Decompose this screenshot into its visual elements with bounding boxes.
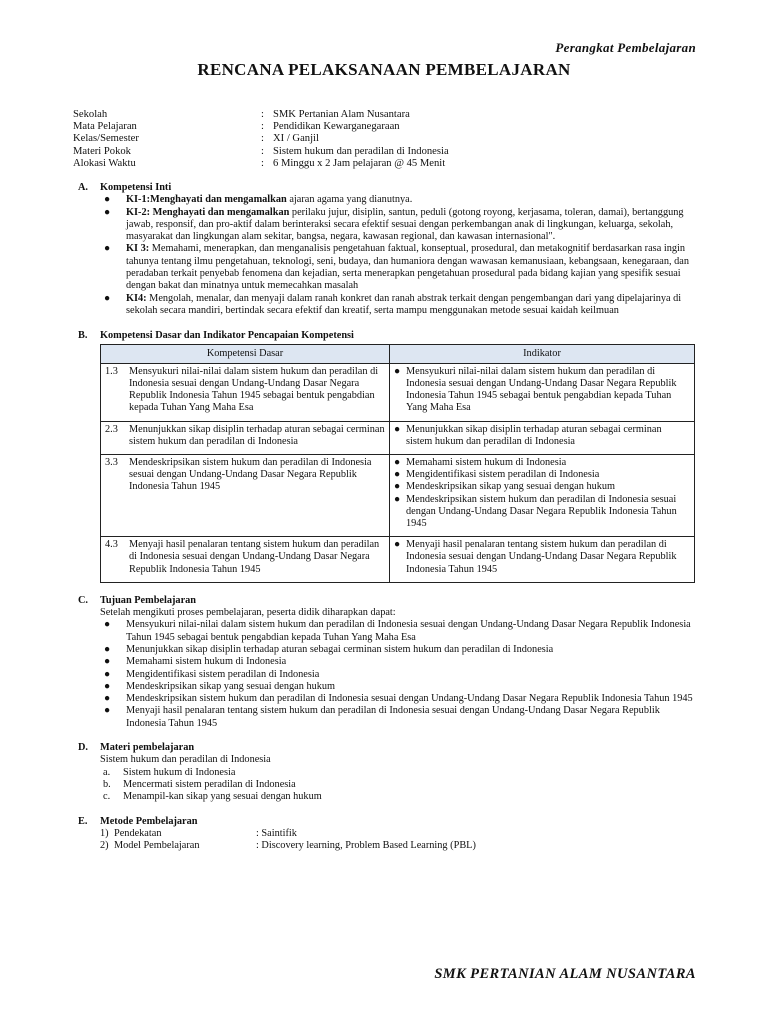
identity-colon: : bbox=[261, 145, 264, 157]
bullet-icon: ● bbox=[104, 292, 111, 304]
identity-label: Materi Pokok bbox=[73, 145, 131, 157]
ki-item bbox=[100, 243, 696, 292]
ki-description: perilaku jujur, disiplin, santun, peduli (gotong royong, kerjasama, toleran, damai), bertanggung jawab, responsif, dan pro-aktif dalam berinteraksi secara efektif sesuai dengan perkembangan anak di lingkungan, keluarga, sekolah, masyarakat dan lingkungan alam sekitar, bangsa, negara, kawasan regional, dan kawasan internasional". bbox=[126, 206, 684, 243]
section-title: Kompetensi Dasar dan Indikator Pencapaian Kompetensi bbox=[100, 330, 354, 342]
materi-item bbox=[100, 767, 696, 779]
identity-label: Mata Pelajaran bbox=[73, 121, 137, 133]
bullet-icon: ● bbox=[104, 619, 111, 631]
section-letter: B. bbox=[78, 330, 88, 342]
tujuan-item bbox=[100, 619, 696, 644]
tujuan-text: Memahami sistem hukum di Indonesia bbox=[126, 656, 287, 668]
bullet-icon: ● bbox=[104, 656, 111, 668]
section-a-heading bbox=[78, 182, 696, 194]
bullet-icon: ● bbox=[394, 493, 401, 505]
identity-row bbox=[73, 121, 449, 133]
bullet-icon: ● bbox=[104, 644, 111, 655]
identity-block bbox=[73, 109, 449, 170]
materi-item bbox=[100, 779, 696, 791]
identity-colon: : bbox=[261, 133, 264, 145]
kd-cell bbox=[101, 537, 390, 583]
bullet-icon: ● bbox=[104, 206, 111, 218]
kd-text: Menyaji hasil penalaran tentang sistem hukum dan peradilan di Indonesia sesuai dengan Undang-Undang Dasar Negara Republik Indonesia Tahun 1945 bbox=[129, 539, 380, 575]
indikator-cell bbox=[390, 421, 695, 454]
identity-row bbox=[73, 158, 449, 170]
bullet-icon: ● bbox=[394, 456, 401, 468]
kd-number: 4.3 bbox=[105, 539, 118, 551]
document-body bbox=[78, 182, 696, 852]
section-letter: C. bbox=[78, 594, 89, 606]
materi-letter: a. bbox=[103, 766, 111, 778]
kd-indicator-table bbox=[100, 344, 695, 583]
section-e-heading bbox=[78, 816, 696, 828]
bullet-icon: ● bbox=[104, 243, 111, 255]
ki-text bbox=[126, 243, 696, 292]
metode-number: 1) bbox=[100, 827, 109, 839]
tujuan-text: Mendeskripsikan sikap yang sesuai dengan hukum bbox=[126, 680, 336, 692]
tujuan-text: Mendeskripsikan sistem hukum dan peradilan di Indonesia sesuai dengan Undang-Undang Dasar Negara Republik Indonesia Tahun 1945 bbox=[126, 693, 693, 705]
identity-row bbox=[73, 133, 449, 145]
identity-value: XI / Ganjil bbox=[273, 133, 319, 145]
metode-item bbox=[100, 840, 696, 852]
indikator-cell bbox=[390, 454, 695, 536]
tujuan-list bbox=[100, 619, 696, 730]
tujuan-item bbox=[100, 669, 696, 681]
ki-description: ajaran agama yang dianutnya. bbox=[286, 194, 413, 206]
indikator-item bbox=[394, 494, 690, 531]
section-d-heading bbox=[78, 742, 696, 754]
bullet-icon: ● bbox=[104, 194, 111, 206]
identity-label: Alokasi Waktu bbox=[73, 157, 136, 169]
section-letter: E. bbox=[78, 815, 88, 827]
bullet-icon: ● bbox=[394, 365, 401, 377]
kd-number: 2.3 bbox=[105, 423, 118, 435]
indikator-text: Menunjukkan sikap disiplin terhadap aturan sebagai cerminan sistem hukum dan peradilan di Indonesia bbox=[406, 423, 662, 447]
bullet-icon: ● bbox=[394, 481, 401, 493]
indikator-cell bbox=[390, 537, 695, 583]
identity-colon: : bbox=[261, 157, 264, 169]
indikator-item bbox=[394, 366, 690, 415]
metode-value: : Saintifik bbox=[256, 827, 297, 839]
section-letter: D. bbox=[78, 742, 89, 754]
ki-label: KI 3: bbox=[126, 243, 150, 255]
tujuan-item bbox=[100, 693, 696, 705]
indikator-item bbox=[394, 481, 690, 493]
indikator-text: Mendeskripsikan sikap yang sesuai dengan hukum bbox=[406, 481, 616, 493]
bullet-icon: ● bbox=[104, 693, 111, 705]
materi-list bbox=[100, 767, 696, 804]
identity-label: Kelas/Semester bbox=[73, 133, 139, 145]
identity-row bbox=[73, 146, 449, 158]
ki-label: KI4: bbox=[126, 292, 147, 304]
kd-cell bbox=[101, 454, 390, 536]
section-title: Tujuan Pembelajaran bbox=[100, 594, 197, 606]
indikator-text: Menyaji hasil penalaran tentang sistem hukum dan peradilan di Indonesia sesuai dengan Undang-Undang Dasar Negara Republik Indonesia Tahun 1945 bbox=[406, 539, 677, 575]
indikator-cell bbox=[390, 363, 695, 421]
bullet-icon: ● bbox=[394, 469, 401, 481]
section-c-heading bbox=[78, 595, 696, 607]
indikator-item bbox=[394, 424, 690, 448]
bullet-icon: ● bbox=[394, 539, 401, 551]
identity-value: SMK Pertanian Alam Nusantara bbox=[273, 109, 410, 120]
metode-value: : Discovery learning, Problem Based Learning (PBL) bbox=[256, 840, 476, 852]
metode-item bbox=[100, 828, 696, 840]
ki-label: KI-2: Menghayati dan mengamalkan bbox=[126, 206, 290, 218]
kd-content bbox=[105, 457, 385, 494]
tujuan-text: Mensyukuri nilai-nilai dalam sistem hukum dan peradilan di Indonesia sesuai dengan Undang-Undang Dasar Negara Republik Indonesia Tahun 1945 sebagai bentuk pengabdian kepada Tuhan Yang Maha Esa bbox=[126, 619, 691, 643]
section-title: Kompetensi Inti bbox=[100, 182, 172, 193]
kd-text: Menunjukkan sikap disiplin terhadap aturan sebagai cerminan sistem hukum dan peradilan di Indonesia bbox=[129, 423, 385, 447]
table-header-indikator: Indikator bbox=[390, 344, 695, 363]
kd-cell bbox=[101, 421, 390, 454]
materi-item bbox=[100, 791, 696, 803]
ki-item bbox=[100, 207, 696, 244]
kd-content bbox=[105, 366, 385, 415]
section-b-heading bbox=[78, 330, 696, 342]
section-title: Metode Pembelajaran bbox=[100, 815, 198, 827]
identity-value: Pendidikan Kewarganegaraan bbox=[273, 121, 400, 133]
page-title: RENCANA PELAKSANAAN PEMBELAJARAN bbox=[197, 60, 571, 79]
kompetensi-inti-list bbox=[100, 194, 696, 317]
materi-letter: b. bbox=[103, 778, 111, 790]
materi-text: Sistem hukum di Indonesia bbox=[123, 766, 236, 778]
ki-text bbox=[126, 194, 696, 206]
materi-letter: c. bbox=[103, 791, 111, 803]
bullet-icon: ● bbox=[104, 705, 111, 717]
tujuan-intro: Setelah mengikuti proses pembelajaran, peserta didik diharapkan dapat: bbox=[100, 607, 396, 619]
section-title: Materi pembelajaran bbox=[100, 742, 195, 754]
ki-text bbox=[126, 293, 696, 318]
table-row bbox=[101, 363, 695, 421]
table-row bbox=[101, 537, 695, 583]
kd-text: Mensyukuri nilai-nilai dalam sistem hukum dan peradilan di Indonesia sesuai dengan Undang-Undang Dasar Negara Republik Indonesia Tahun 1945 sebagai bentuk pengabdian kepada Tuhan Yang Maha Esa bbox=[129, 365, 379, 414]
kd-number: 3.3 bbox=[105, 456, 118, 468]
identity-label: Sekolah bbox=[73, 109, 108, 120]
tujuan-item bbox=[100, 644, 696, 656]
metode-list bbox=[100, 828, 696, 853]
metode-label: Pendekatan bbox=[114, 827, 162, 839]
metode-number: 2) bbox=[100, 840, 109, 852]
ki-description: Mengolah, menalar, dan menyaji dalam ranah konkret dan ranah abstrak terkait dengan pengembangan dari yang dipelajarinya di sekolah secara mandiri, bertindak secara efektif dan kreatif, serta mampu menggunakan metode sesuai kaidah keilmuan bbox=[126, 292, 682, 316]
ki-description: Memahami, menerapkan, dan menganalisis pengetahuan faktual, konseptual, prosedural, dan metakognitif berdasarkan rasa ingin tahunya tentang ilmu pengetahuan, teknologi, seni, budaya, dan humaniora dengan wawasan kemanusiaan, kebangsaan, kenegaraan, dan peradaban terkait penyebab fenomena dan kejadian, serta menerapkan pengetahuan prosedural pada bidang kajian yang spesifik sesuai dengan bakat dan minatnya untuk memecahkan masalah bbox=[126, 243, 689, 292]
indikator-text: Memahami sistem hukum di Indonesia bbox=[406, 456, 567, 468]
tujuan-text: Mengidentifikasi sistem peradilan di Indonesia bbox=[126, 668, 320, 680]
materi-intro: Sistem hukum dan peradilan di Indonesia bbox=[100, 754, 271, 766]
materi-text: Mencermati sistem peradilan di Indonesia bbox=[123, 778, 296, 790]
bullet-icon: ● bbox=[104, 680, 111, 692]
indikator-text: Mendeskripsikan sistem hukum dan peradilan di Indonesia sesuai dengan Undang-Undang Dasar Negara Republik Indonesia Tahun 1945 bbox=[406, 493, 677, 529]
tujuan-item bbox=[100, 656, 696, 668]
identity-value: 6 Minggu x 2 Jam pelajaran @ 45 Menit bbox=[273, 157, 446, 169]
kd-text: Mendeskripsikan sistem hukum dan peradilan di Indonesia sesuai dengan Undang-Undang Dasar Negara Republik Indonesia Tahun 1945 bbox=[129, 456, 372, 493]
metode-label: Model Pembelajaran bbox=[114, 840, 200, 852]
tujuan-text: Menyaji hasil penalaran tentang sistem hukum dan peradilan di Indonesia sesuai dengan Undang-Undang Dasar Negara Republik Indonesia Tahun 1945 bbox=[126, 705, 660, 729]
footer-school-name: SMK PERTANIAN ALAM NUSANTARA bbox=[434, 966, 696, 982]
table-header-kd: Kompetensi Dasar bbox=[101, 344, 390, 363]
identity-value: Sistem hukum dan peradilan di Indonesia bbox=[273, 145, 449, 157]
indikator-item bbox=[394, 539, 690, 576]
indikator-item bbox=[394, 457, 690, 469]
section-letter: A. bbox=[78, 182, 89, 193]
indikator-text: Mensyukuri nilai-nilai dalam sistem hukum dan peradilan di Indonesia sesuai dengan Undang-Undang Dasar Negara Republik Indonesia Tahun 1945 sebagai bentuk pengabdian kepada Tuhan Yang Maha Esa bbox=[406, 365, 677, 414]
tujuan-item bbox=[100, 705, 696, 730]
kd-content bbox=[105, 539, 385, 576]
identity-colon: : bbox=[261, 109, 264, 120]
document-header-label: Perangkat Pembelajaran bbox=[555, 40, 696, 55]
table-row bbox=[101, 454, 695, 536]
ki-text bbox=[126, 207, 696, 244]
materi-text: Menampil-kan sikap yang sesuai dengan hukum bbox=[123, 791, 322, 803]
kd-number: 1.3 bbox=[105, 365, 118, 377]
tujuan-item bbox=[100, 681, 696, 693]
bullet-icon: ● bbox=[104, 668, 111, 680]
ki-item bbox=[100, 293, 696, 318]
identity-row bbox=[73, 109, 449, 121]
ki-label: KI-1:Menghayati dan mengamalkan bbox=[126, 194, 287, 206]
kd-content bbox=[105, 424, 385, 448]
kd-cell bbox=[101, 363, 390, 421]
indikator-item bbox=[394, 469, 690, 481]
identity-colon: : bbox=[261, 121, 264, 133]
bullet-icon: ● bbox=[394, 423, 401, 435]
indikator-text: Mengidentifikasi sistem peradilan di Indonesia bbox=[406, 469, 600, 481]
ki-item bbox=[100, 194, 696, 206]
tujuan-text: Menunjukkan sikap disiplin terhadap aturan sebagai cerminan sistem hukum dan peradilan di Indonesia bbox=[126, 644, 554, 655]
table-row bbox=[101, 421, 695, 454]
